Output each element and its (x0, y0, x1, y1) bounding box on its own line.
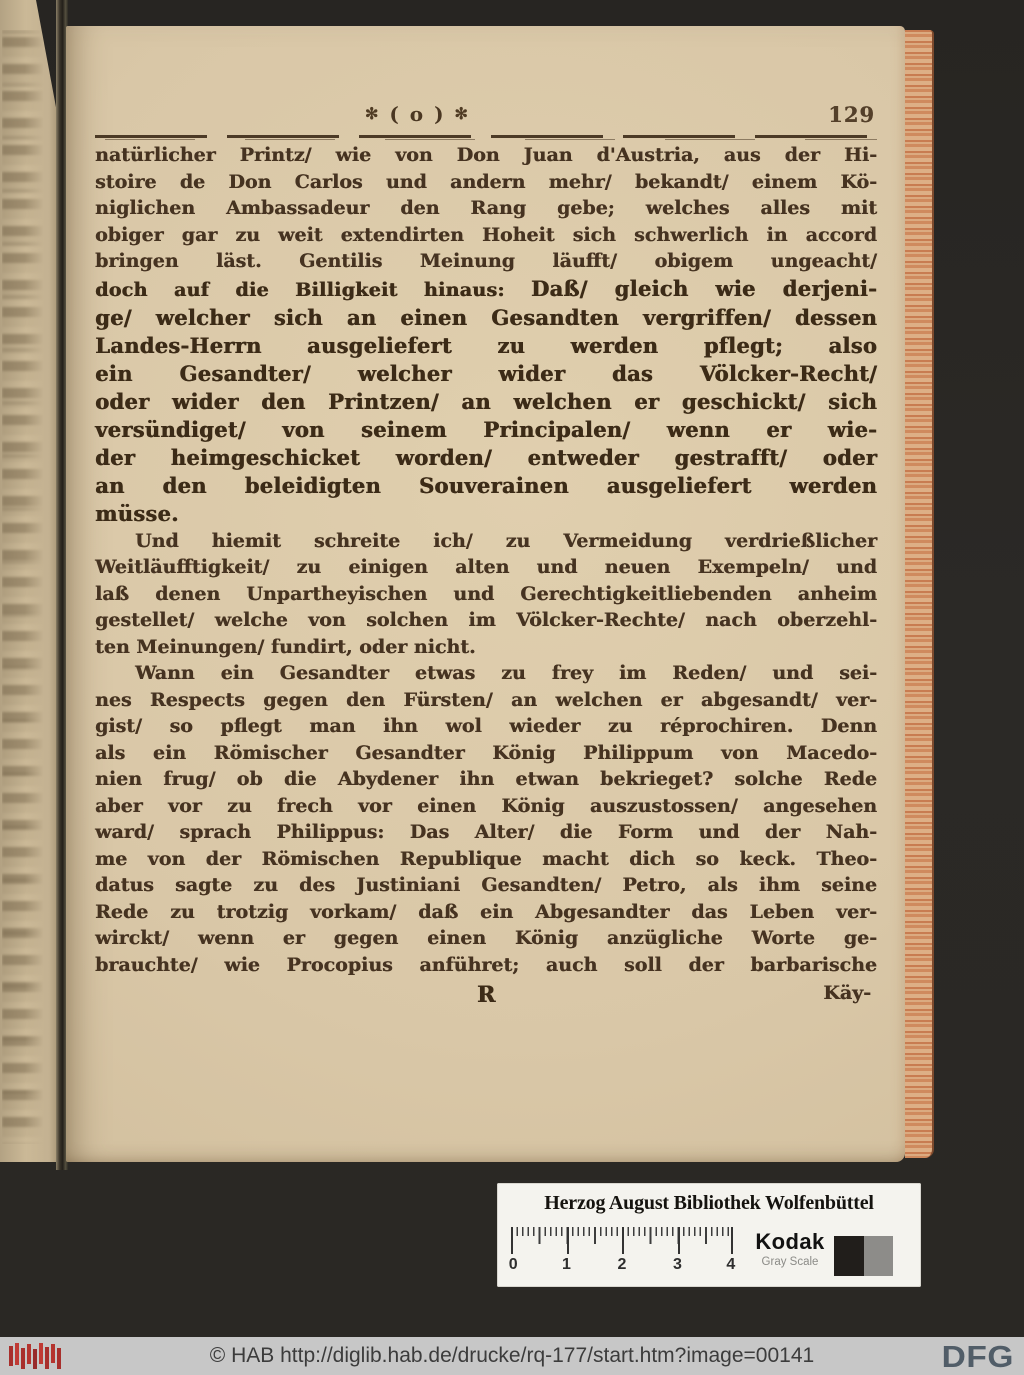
page-number: 129 (828, 102, 875, 127)
cm-tick (622, 1227, 624, 1254)
text-line: natürlicher Printz/ wie von Don Juan d'Austria, aus der Hi- (95, 144, 877, 166)
text-line: Rede zu trotzig vorkam/ daß ein Abgesandter das Leben ver- (95, 900, 877, 923)
header-center-mark: ( o ) (389, 102, 446, 126)
library-name: Herzog August Bibliothek Wolfenbüttel (544, 1192, 874, 1214)
text-line: ten Meinungen/ fundirt, oder nicht. (95, 635, 476, 658)
text-line: versündiget/ von seinem Principalen/ wenn er wie- (95, 416, 877, 442)
header-ornament (365, 102, 470, 126)
text-line: datus sagte zu des Justiniani Gesandten/ Petro, als ihm seine (95, 874, 877, 896)
kodak-label (752, 1229, 828, 1268)
text-line: müsse. (95, 500, 179, 526)
gray-scale-patches (834, 1236, 893, 1276)
copyright-url: © HAB http://diglib.hab.de/drucke/rq-177/start.htm?image=00141 (209, 1344, 815, 1367)
text-segment: doch auf die Billigkeit hinaus: (95, 278, 531, 301)
text-line: ward/ sprach Philippus: Das Alter/ die Form und der Nah- (95, 821, 877, 843)
black-patch (834, 1236, 864, 1276)
text-line: brauchte/ wie Procopius anführet; auch soll der barbarische (95, 953, 877, 976)
page-header (95, 102, 877, 132)
text-line: wirckt/ wenn er gegen einen König anzügliche Worte ge- (95, 927, 877, 949)
text-line: aber vor zu frech vor einen König auszustossen/ angesehen (95, 794, 877, 817)
fleuron-icon: ✻ (454, 104, 470, 123)
book-page (66, 26, 905, 1162)
text-line: Und hiemit schreite ich/ zu Vermeidung verdrießlicher (135, 529, 877, 552)
text-line: laß denen Unpartheyischen und Gerechtigkeitliebenden anheim (95, 582, 877, 605)
ghost-text-bleed (2, 30, 44, 1144)
ruler-number: 0 (508, 1256, 518, 1273)
text-line: an den beleidigten Souverainen ausgeliefert werden (95, 472, 877, 498)
text-line: ein Gesandter/ welcher wider das Völcker-Recht/ (95, 360, 877, 386)
signature-mark: R (476, 982, 496, 1008)
text-line: stoire de Don Carlos und andern mehr/ bekandt/ einem Kö- (95, 170, 877, 193)
gray-patch (864, 1236, 893, 1276)
cm-tick (511, 1227, 513, 1254)
cm-ruler (508, 1227, 736, 1275)
text-line: Weitläufftigkeit/ zu einigen alten und neuen Exempeln/ und (95, 556, 877, 578)
cm-tick (678, 1227, 680, 1254)
text-line: oder wider den Printzen/ an welchen er geschickt/ sich (95, 388, 877, 414)
text-line (95, 275, 877, 304)
text-line: Wann ein Gesandter etwas zu frey im Reden/ und sei- (135, 662, 877, 684)
color-reference-card (497, 1183, 921, 1287)
cm-tick (567, 1227, 569, 1254)
header-rule (95, 135, 877, 140)
text-line: me von der Römischen Republique macht dich so keck. Theo- (95, 847, 877, 870)
text-line: gestellet/ welche von solchen im Völcker-Rechte/ nach oberzehl- (95, 609, 877, 631)
kodak-wordmark: Kodak (755, 1229, 825, 1254)
attribution-bar (0, 1337, 1024, 1375)
text-line: gist/ so pflegt man ihn wol wieder zu réprochiren. Denn (95, 715, 877, 737)
ruler-number: 3 (673, 1256, 682, 1273)
ruler-ticks (511, 1227, 733, 1254)
text-line: nien frug/ ob die Abydener ihn etwan bekrieget? solche Rede (95, 768, 877, 790)
text-line: niglichen Ambassadeur den Rang gebe; welches alles mit (95, 197, 877, 219)
catchword: Käy- (823, 982, 871, 1004)
text-segment-emphasis: Daß/ gleich wie derjeni- (530, 275, 877, 301)
ruler-numbers (508, 1256, 736, 1276)
body-text (95, 142, 877, 1010)
fleuron-icon: ✻ (365, 104, 381, 123)
cm-tick (731, 1227, 733, 1254)
dfg-logo: DFG (941, 1339, 1014, 1374)
text-line: als ein Römischer Gesandter König Philippum von Macedo- (95, 741, 877, 764)
signature-row (95, 982, 877, 1010)
gray-scale-label: Gray Scale (761, 1256, 819, 1268)
text-line: Landes-Herrn ausgeliefert zu werden pflegt; also (95, 332, 877, 358)
text-line: der heimgeschicket worden/ entweder gestrafft/ oder (95, 444, 877, 470)
text-line: obiger gar zu weit extendirten Hoheit sich schwerlich in accord (95, 223, 877, 246)
text-line: ge/ welcher sich an einen Gesandten vergriffen/ dessen (95, 304, 877, 330)
ruler-number: 1 (562, 1256, 571, 1273)
fore-edge (905, 30, 934, 1158)
ruler-number: 4 (726, 1256, 736, 1273)
text-line: nes Respects gegen den Fürsten/ an welchen er abgesandt/ ver- (95, 688, 877, 711)
facing-page-edge (0, 0, 58, 1162)
text-line: bringen läst. Gentilis Meinung läufft/ obigem ungeacht/ (95, 250, 877, 272)
ruler-number: 2 (617, 1256, 627, 1273)
